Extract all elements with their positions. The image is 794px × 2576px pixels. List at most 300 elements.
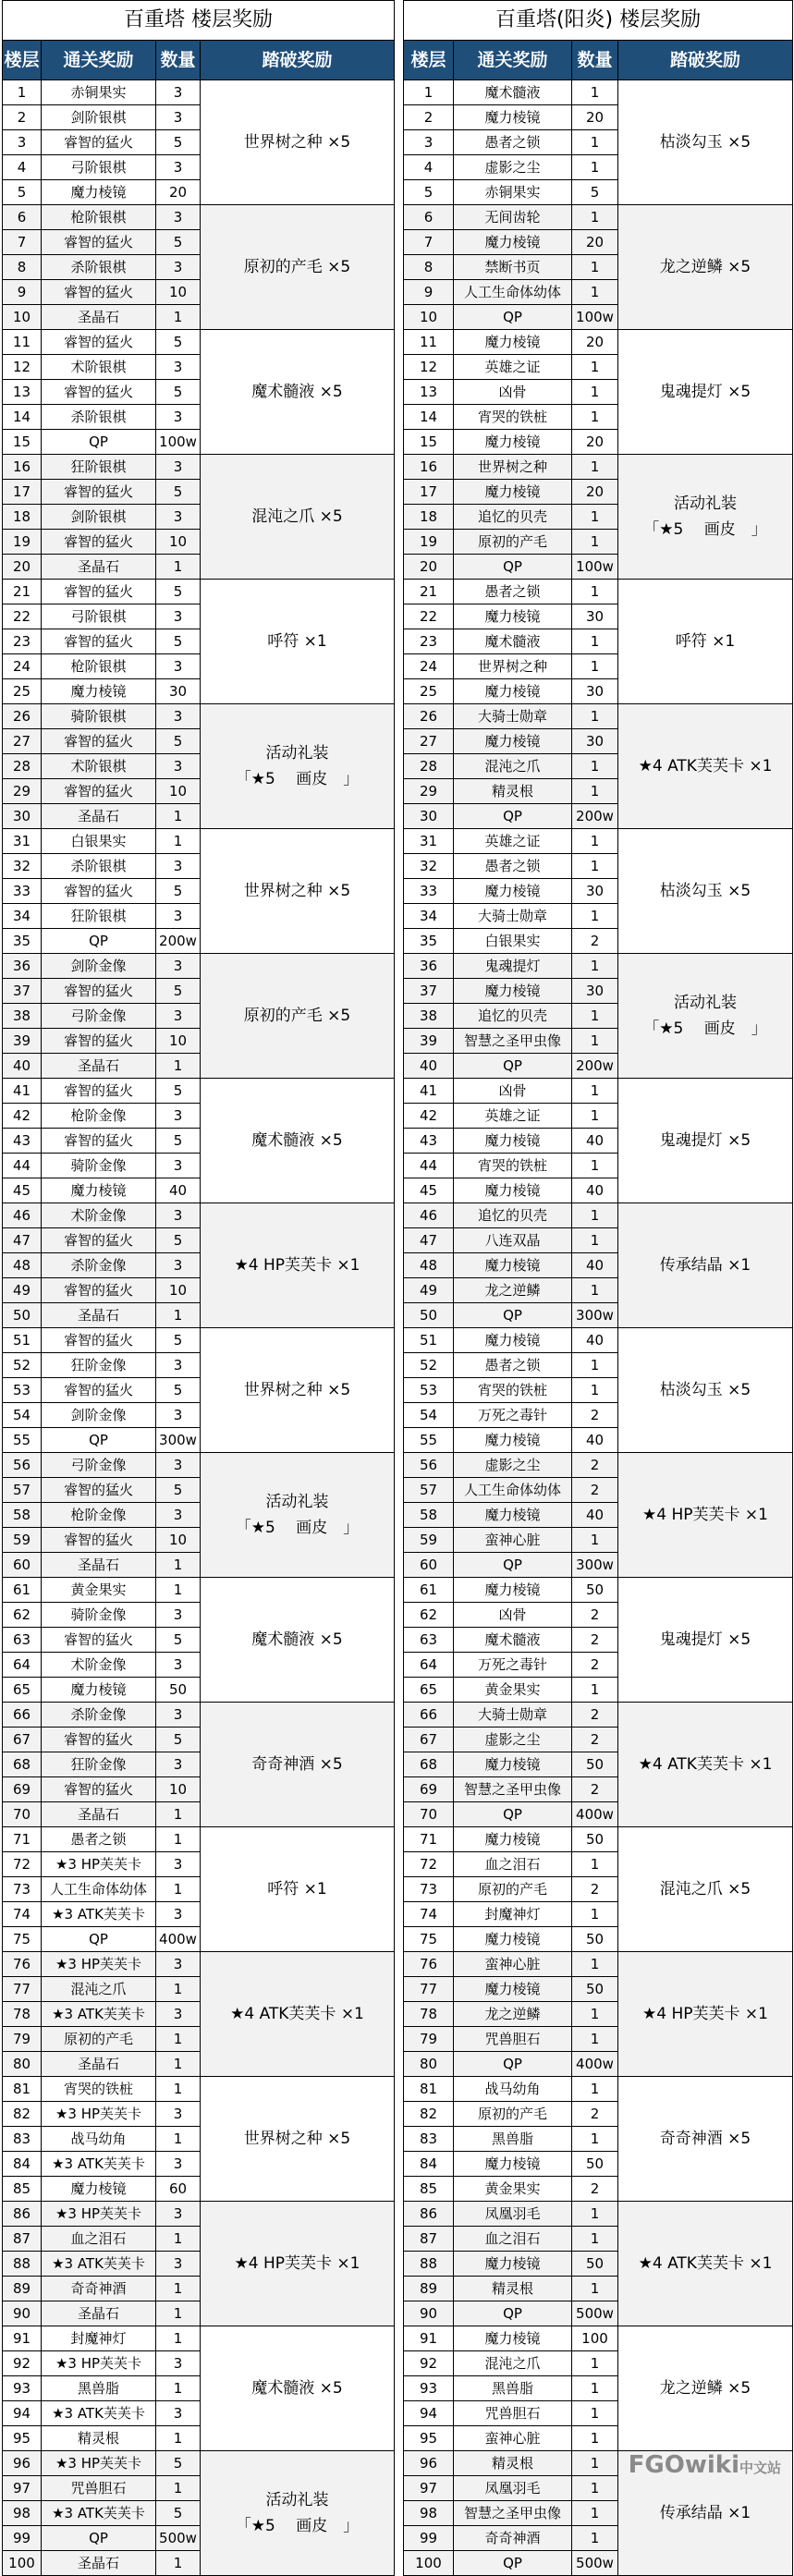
quantity-cell: 1 bbox=[572, 1852, 618, 1877]
milestone-reward-line: 世界树之种 ×5 bbox=[243, 1381, 351, 1399]
floor-cell: 78 bbox=[3, 2002, 42, 2027]
clear-reward-cell: 睿智的猛火 bbox=[42, 130, 156, 155]
clear-reward-cell: 魔力棱镜 bbox=[454, 1752, 572, 1777]
clear-reward-cell: 混沌之爪 bbox=[454, 2351, 572, 2376]
floor-cell: 92 bbox=[3, 2351, 42, 2376]
clear-reward-cell: 睿智的猛火 bbox=[42, 330, 156, 355]
floor-cell: 55 bbox=[3, 1428, 42, 1453]
clear-reward-cell: 奇奇神酒 bbox=[42, 2277, 156, 2301]
clear-reward-cell: 大骑士勋章 bbox=[454, 704, 572, 729]
floor-cell: 70 bbox=[404, 1802, 454, 1827]
quantity-cell: 2 bbox=[572, 1403, 618, 1428]
clear-reward-cell: 杀阶金像 bbox=[42, 1703, 156, 1728]
quantity-cell: 40 bbox=[572, 1178, 618, 1203]
floor-cell: 38 bbox=[3, 1004, 42, 1029]
clear-reward-cell: 愚者之锁 bbox=[42, 1827, 156, 1852]
clear-reward-cell: 愚者之锁 bbox=[454, 854, 572, 879]
milestone-reward-line: 活动礼装 bbox=[265, 1493, 329, 1511]
quantity-cell: 60 bbox=[156, 2177, 201, 2202]
table-row bbox=[404, 580, 793, 604]
milestone-reward-line: 枯淡勾玉 ×5 bbox=[659, 1381, 751, 1399]
quantity-cell: 1 bbox=[156, 2376, 201, 2401]
quantity-cell: 5 bbox=[156, 879, 201, 904]
quantity-cell: 1 bbox=[572, 130, 618, 155]
quantity-cell: 3 bbox=[156, 155, 201, 180]
floor-cell: 65 bbox=[3, 1678, 42, 1703]
floor-cell: 54 bbox=[3, 1403, 42, 1428]
quantity-cell: 3 bbox=[156, 505, 201, 530]
floor-cell: 44 bbox=[3, 1154, 42, 1178]
floor-cell: 5 bbox=[3, 180, 42, 205]
clear-reward-cell: 圣晶石 bbox=[42, 1802, 156, 1827]
milestone-reward-line: 奇奇神酒 ×5 bbox=[659, 2130, 751, 2148]
quantity-cell: 1 bbox=[572, 2277, 618, 2301]
table-row bbox=[3, 2077, 395, 2102]
milestone-reward-cell bbox=[201, 80, 395, 205]
floor-cell: 49 bbox=[3, 1278, 42, 1303]
clear-reward-cell: 杀阶银棋 bbox=[42, 405, 156, 430]
milestone-reward-line: 龙之逆鳞 ×5 bbox=[659, 258, 751, 276]
floor-cell: 5 bbox=[404, 180, 454, 205]
quantity-cell: 5 bbox=[156, 2451, 201, 2476]
quantity-cell: 1 bbox=[572, 904, 618, 929]
floor-cell: 44 bbox=[404, 1154, 454, 1178]
clear-reward-cell: ★3 HP芙芙卡 bbox=[42, 2451, 156, 2476]
quantity-cell: 50 bbox=[572, 1927, 618, 1952]
milestone-reward-cell bbox=[201, 829, 395, 954]
clear-reward-cell: 黑兽脂 bbox=[454, 2376, 572, 2401]
floor-cell: 20 bbox=[404, 555, 454, 580]
clear-reward-cell: 原初的产毛 bbox=[454, 1877, 572, 1902]
milestone-reward-cell bbox=[201, 1578, 395, 1703]
clear-reward-cell: 原初的产毛 bbox=[454, 530, 572, 555]
table-row bbox=[404, 1328, 793, 1353]
quantity-cell: 2 bbox=[572, 1603, 618, 1628]
quantity-cell: 40 bbox=[572, 1503, 618, 1528]
floor-cell: 33 bbox=[404, 879, 454, 904]
milestone-reward-line: 「★5 画皮 」 bbox=[235, 2517, 360, 2535]
floor-cell: 89 bbox=[3, 2277, 42, 2301]
clear-reward-cell: 宵哭的铁桩 bbox=[454, 1378, 572, 1403]
clear-reward-cell: QP bbox=[42, 1428, 156, 1453]
floor-cell: 19 bbox=[3, 530, 42, 555]
table-row bbox=[404, 455, 793, 480]
clear-reward-cell: 魔力棱镜 bbox=[454, 1253, 572, 1278]
quantity-cell: 1 bbox=[156, 1578, 201, 1603]
floor-cell: 71 bbox=[404, 1827, 454, 1852]
clear-reward-cell: 睿智的猛火 bbox=[42, 1228, 156, 1253]
milestone-reward-line: 活动礼装 bbox=[265, 2491, 329, 2509]
floor-cell: 24 bbox=[404, 654, 454, 679]
floor-cell: 12 bbox=[3, 355, 42, 380]
floor-cell: 28 bbox=[3, 754, 42, 779]
floor-cell: 66 bbox=[3, 1703, 42, 1728]
clear-reward-cell: 蛮神心脏 bbox=[454, 1952, 572, 1977]
quantity-cell: 300w bbox=[572, 1303, 618, 1328]
quantity-cell: 1 bbox=[156, 2551, 201, 2576]
clear-reward-cell: ★3 HP芙芙卡 bbox=[42, 1952, 156, 1977]
floor-cell: 48 bbox=[3, 1253, 42, 1278]
floor-cell: 49 bbox=[404, 1278, 454, 1303]
floor-cell: 18 bbox=[3, 505, 42, 530]
clear-reward-cell: ★3 ATK芙芙卡 bbox=[42, 2501, 156, 2526]
clear-reward-cell: 愚者之锁 bbox=[454, 130, 572, 155]
clear-reward-cell: QP bbox=[454, 555, 572, 580]
floor-cell: 56 bbox=[404, 1453, 454, 1478]
right-reward-table-container bbox=[403, 0, 793, 2576]
milestone-reward-line: 呼符 ×1 bbox=[267, 632, 327, 651]
table-row bbox=[3, 1328, 395, 1353]
clear-reward-cell: 睿智的猛火 bbox=[42, 280, 156, 305]
floor-cell: 41 bbox=[3, 1079, 42, 1104]
milestone-reward-line: 活动礼装 bbox=[265, 744, 329, 763]
milestone-reward-cell bbox=[618, 829, 793, 954]
floor-cell: 46 bbox=[3, 1203, 42, 1228]
milestone-reward-line: 呼符 ×1 bbox=[675, 632, 736, 651]
clear-reward-cell: QP bbox=[454, 1802, 572, 1827]
quantity-cell: 1 bbox=[572, 1079, 618, 1104]
left-reward-table bbox=[2, 0, 395, 2576]
floor-cell: 8 bbox=[3, 255, 42, 280]
clear-reward-cell: 睿智的猛火 bbox=[42, 1079, 156, 1104]
quantity-cell: 2 bbox=[572, 1728, 618, 1752]
quantity-cell: 400w bbox=[572, 2052, 618, 2077]
clear-reward-cell: 魔力棱镜 bbox=[454, 604, 572, 629]
quantity-cell: 1 bbox=[572, 1353, 618, 1378]
clear-reward-cell: 剑阶银棋 bbox=[42, 105, 156, 130]
quantity-cell: 1 bbox=[572, 1029, 618, 1054]
clear-reward-cell: 魔力棱镜 bbox=[454, 979, 572, 1004]
clear-reward-cell: QP bbox=[454, 2551, 572, 2576]
quantity-cell: 1 bbox=[572, 1203, 618, 1228]
quantity-cell: 30 bbox=[572, 679, 618, 704]
quantity-cell: 20 bbox=[572, 230, 618, 255]
floor-cell: 45 bbox=[3, 1178, 42, 1203]
milestone-reward-cell bbox=[201, 1952, 395, 2077]
floor-cell: 1 bbox=[404, 80, 454, 105]
milestone-reward-cell bbox=[201, 2202, 395, 2326]
clear-reward-cell: 英雄之证 bbox=[454, 1104, 572, 1129]
floor-cell: 21 bbox=[3, 580, 42, 604]
quantity-cell: 1 bbox=[572, 704, 618, 729]
floor-cell: 65 bbox=[404, 1678, 454, 1703]
quantity-cell: 20 bbox=[156, 180, 201, 205]
floor-cell: 68 bbox=[3, 1752, 42, 1777]
clear-reward-cell: 睿智的猛火 bbox=[42, 1129, 156, 1154]
quantity-cell: 1 bbox=[572, 654, 618, 679]
floor-cell: 73 bbox=[404, 1877, 454, 1902]
col-header-clear-reward: 通关奖励 bbox=[454, 41, 572, 80]
floor-cell: 77 bbox=[3, 1977, 42, 2002]
milestone-reward-line: 「★5 画皮 」 bbox=[643, 520, 767, 539]
quantity-cell: 3 bbox=[156, 2401, 201, 2426]
clear-reward-cell: ★3 ATK芙芙卡 bbox=[42, 2401, 156, 2426]
quantity-cell: 1 bbox=[156, 1802, 201, 1827]
clear-reward-cell: 枪阶金像 bbox=[42, 1104, 156, 1129]
clear-reward-cell: 魔力棱镜 bbox=[454, 1578, 572, 1603]
quantity-cell: 40 bbox=[572, 1129, 618, 1154]
clear-reward-cell: 杀阶金像 bbox=[42, 1253, 156, 1278]
left-table-body bbox=[3, 80, 395, 2576]
quantity-cell: 1 bbox=[572, 2127, 618, 2152]
quantity-cell: 3 bbox=[156, 954, 201, 979]
quantity-cell: 5 bbox=[156, 1378, 201, 1403]
floor-cell: 92 bbox=[404, 2351, 454, 2376]
clear-reward-cell: 咒兽胆石 bbox=[42, 2476, 156, 2501]
floor-cell: 79 bbox=[3, 2027, 42, 2052]
floor-cell: 83 bbox=[404, 2127, 454, 2152]
floor-cell: 75 bbox=[3, 1927, 42, 1952]
milestone-reward-cell bbox=[618, 1952, 793, 2077]
quantity-cell: 3 bbox=[156, 1902, 201, 1927]
clear-reward-cell: 狂阶银棋 bbox=[42, 904, 156, 929]
milestone-reward-cell bbox=[618, 205, 793, 330]
clear-reward-cell: QP bbox=[454, 305, 572, 330]
floor-cell: 97 bbox=[3, 2476, 42, 2501]
floor-cell: 42 bbox=[404, 1104, 454, 1129]
milestone-reward-cell bbox=[618, 330, 793, 455]
quantity-cell: 3 bbox=[156, 1403, 201, 1428]
clear-reward-cell: ★3 HP芙芙卡 bbox=[42, 2202, 156, 2227]
floor-cell: 79 bbox=[404, 2027, 454, 2052]
quantity-cell: 1 bbox=[156, 1303, 201, 1328]
quantity-cell: 2 bbox=[572, 1478, 618, 1503]
clear-reward-cell: 魔力棱镜 bbox=[454, 1827, 572, 1852]
clear-reward-cell: 睿智的猛火 bbox=[42, 1029, 156, 1054]
quantity-cell: 1 bbox=[572, 2376, 618, 2401]
clear-reward-cell: 睿智的猛火 bbox=[42, 1328, 156, 1353]
clear-reward-cell: 狂阶银棋 bbox=[42, 455, 156, 480]
quantity-cell: 30 bbox=[572, 729, 618, 754]
milestone-reward-line: 传承结晶 ×1 bbox=[659, 1256, 751, 1275]
clear-reward-cell: QP bbox=[454, 2301, 572, 2326]
clear-reward-cell: 八连双晶 bbox=[454, 1228, 572, 1253]
quantity-cell: 200w bbox=[156, 929, 201, 954]
quantity-cell: 3 bbox=[156, 1852, 201, 1877]
quantity-cell: 30 bbox=[156, 679, 201, 704]
clear-reward-cell: 睿智的猛火 bbox=[42, 480, 156, 505]
quantity-cell: 1 bbox=[572, 505, 618, 530]
quantity-cell: 2 bbox=[572, 929, 618, 954]
floor-cell: 25 bbox=[3, 679, 42, 704]
floor-cell: 13 bbox=[3, 380, 42, 405]
milestone-reward-line: ★4 ATK芙芙卡 ×1 bbox=[638, 1755, 773, 1774]
floor-cell: 61 bbox=[3, 1578, 42, 1603]
quantity-cell: 3 bbox=[156, 1104, 201, 1129]
milestone-reward-cell bbox=[201, 1328, 395, 1453]
milestone-reward-cell bbox=[618, 1827, 793, 1952]
col-header-quantity: 数量 bbox=[572, 41, 618, 80]
floor-cell: 39 bbox=[3, 1029, 42, 1054]
floor-cell: 9 bbox=[404, 280, 454, 305]
quantity-cell: 1 bbox=[572, 2351, 618, 2376]
quantity-cell: 2 bbox=[572, 1653, 618, 1678]
quantity-cell: 30 bbox=[572, 604, 618, 629]
milestone-reward-line: 原初的产毛 ×5 bbox=[243, 258, 351, 276]
quantity-cell: 1 bbox=[572, 1378, 618, 1403]
floor-cell: 15 bbox=[3, 430, 42, 455]
floor-cell: 100 bbox=[404, 2551, 454, 2576]
floor-cell: 69 bbox=[404, 1777, 454, 1802]
quantity-cell: 5 bbox=[156, 1129, 201, 1154]
floor-cell: 24 bbox=[3, 654, 42, 679]
quantity-cell: 3 bbox=[156, 2152, 201, 2177]
clear-reward-cell: 人工生命体幼体 bbox=[42, 1877, 156, 1902]
clear-reward-cell: 魔力棱镜 bbox=[454, 330, 572, 355]
quantity-cell: 10 bbox=[156, 1029, 201, 1054]
floor-cell: 22 bbox=[3, 604, 42, 629]
quantity-cell: 400w bbox=[572, 1802, 618, 1827]
quantity-cell: 1 bbox=[572, 1528, 618, 1553]
quantity-cell: 20 bbox=[572, 480, 618, 505]
table-row bbox=[3, 80, 395, 105]
clear-reward-cell: 魔术髓液 bbox=[454, 1628, 572, 1653]
milestone-reward-cell bbox=[618, 2077, 793, 2202]
milestone-reward-line: 魔术髓液 ×5 bbox=[251, 383, 343, 401]
col-header-floor: 楼层 bbox=[404, 41, 454, 80]
floor-cell: 89 bbox=[404, 2277, 454, 2301]
clear-reward-cell: 魔力棱镜 bbox=[454, 1977, 572, 2002]
floor-cell: 60 bbox=[3, 1553, 42, 1578]
clear-reward-cell: 智慧之圣甲虫像 bbox=[454, 1029, 572, 1054]
quantity-cell: 1 bbox=[572, 530, 618, 555]
col-header-quantity: 数量 bbox=[156, 41, 201, 80]
quantity-cell: 1 bbox=[156, 2227, 201, 2252]
quantity-cell: 3 bbox=[156, 1952, 201, 1977]
clear-reward-cell: 魔术髓液 bbox=[454, 80, 572, 105]
quantity-cell: 1 bbox=[156, 2052, 201, 2077]
quantity-cell: 1 bbox=[572, 155, 618, 180]
quantity-cell: 3 bbox=[156, 1004, 201, 1029]
clear-reward-cell: 魔力棱镜 bbox=[454, 1178, 572, 1203]
quantity-cell: 40 bbox=[572, 1328, 618, 1353]
floor-cell: 6 bbox=[3, 205, 42, 230]
table-row bbox=[404, 1578, 793, 1603]
clear-reward-cell: 魔力棱镜 bbox=[42, 1178, 156, 1203]
clear-reward-cell: 蛮神心脏 bbox=[454, 2426, 572, 2451]
quantity-cell: 1 bbox=[572, 355, 618, 380]
clear-reward-cell: 虚影之尘 bbox=[454, 1728, 572, 1752]
floor-cell: 48 bbox=[404, 1253, 454, 1278]
milestone-reward-line: 世界树之种 ×5 bbox=[243, 2130, 351, 2148]
table-row bbox=[3, 205, 395, 230]
floor-cell: 45 bbox=[404, 1178, 454, 1203]
floor-cell: 2 bbox=[3, 105, 42, 130]
quantity-cell: 1 bbox=[572, 1952, 618, 1977]
clear-reward-cell: 魔力棱镜 bbox=[454, 679, 572, 704]
clear-reward-cell: 睿智的猛火 bbox=[42, 1378, 156, 1403]
clear-reward-cell: 睿智的猛火 bbox=[42, 1528, 156, 1553]
floor-cell: 37 bbox=[404, 979, 454, 1004]
clear-reward-cell: 术阶金像 bbox=[42, 1203, 156, 1228]
quantity-cell: 20 bbox=[572, 430, 618, 455]
clear-reward-cell: 弓阶银棋 bbox=[42, 155, 156, 180]
quantity-cell: 1 bbox=[572, 854, 618, 879]
floor-cell: 50 bbox=[404, 1303, 454, 1328]
milestone-reward-line: 传承结晶 ×1 bbox=[659, 2504, 751, 2522]
clear-reward-cell: 骑阶金像 bbox=[42, 1154, 156, 1178]
clear-reward-cell: 弓阶金像 bbox=[42, 1453, 156, 1478]
quantity-cell: 3 bbox=[156, 355, 201, 380]
floor-cell: 69 bbox=[3, 1777, 42, 1802]
quantity-cell: 1 bbox=[156, 2077, 201, 2102]
clear-reward-cell: ★3 HP芙芙卡 bbox=[42, 2351, 156, 2376]
quantity-cell: 1 bbox=[572, 255, 618, 280]
quantity-cell: 40 bbox=[156, 1178, 201, 1203]
milestone-reward-cell bbox=[201, 455, 395, 580]
clear-reward-cell: 咒兽胆石 bbox=[454, 2027, 572, 2052]
quantity-cell: 3 bbox=[156, 405, 201, 430]
floor-cell: 27 bbox=[404, 729, 454, 754]
floor-cell: 3 bbox=[404, 130, 454, 155]
floor-cell: 2 bbox=[404, 105, 454, 130]
floor-cell: 40 bbox=[3, 1054, 42, 1079]
clear-reward-cell: 魔力棱镜 bbox=[454, 2252, 572, 2277]
quantity-cell: 1 bbox=[572, 1154, 618, 1178]
floor-cell: 98 bbox=[3, 2501, 42, 2526]
floor-cell: 97 bbox=[404, 2476, 454, 2501]
milestone-reward-line: 「★5 画皮 」 bbox=[235, 770, 360, 788]
table-row bbox=[3, 1453, 395, 1478]
quantity-cell: 1 bbox=[156, 1553, 201, 1578]
clear-reward-cell: 凶骨 bbox=[454, 380, 572, 405]
clear-reward-cell: 追忆的贝壳 bbox=[454, 1203, 572, 1228]
left-reward-table-container bbox=[2, 0, 395, 2576]
floor-cell: 34 bbox=[404, 904, 454, 929]
floor-cell: 99 bbox=[404, 2526, 454, 2551]
floor-cell: 11 bbox=[3, 330, 42, 355]
clear-reward-cell: 魔力棱镜 bbox=[42, 1678, 156, 1703]
quantity-cell: 5 bbox=[156, 1728, 201, 1752]
milestone-reward-cell bbox=[201, 1827, 395, 1952]
quantity-cell: 1 bbox=[572, 405, 618, 430]
floor-cell: 75 bbox=[404, 1927, 454, 1952]
clear-reward-cell: 万死之毒针 bbox=[454, 1653, 572, 1678]
floor-cell: 16 bbox=[404, 455, 454, 480]
floor-cell: 88 bbox=[3, 2252, 42, 2277]
floor-cell: 14 bbox=[3, 405, 42, 430]
quantity-cell: 1 bbox=[572, 1278, 618, 1303]
clear-reward-cell: 追忆的贝壳 bbox=[454, 1004, 572, 1029]
quantity-cell: 3 bbox=[156, 1453, 201, 1478]
clear-reward-cell: 凤凰羽毛 bbox=[454, 2476, 572, 2501]
clear-reward-cell: 骑阶金像 bbox=[42, 1603, 156, 1628]
floor-cell: 46 bbox=[404, 1203, 454, 1228]
floor-cell: 88 bbox=[404, 2252, 454, 2277]
floor-cell: 96 bbox=[3, 2451, 42, 2476]
clear-reward-cell: 宵哭的铁桩 bbox=[454, 1154, 572, 1178]
quantity-cell: 1 bbox=[156, 829, 201, 854]
quantity-cell: 50 bbox=[572, 2252, 618, 2277]
floor-cell: 38 bbox=[404, 1004, 454, 1029]
milestone-reward-cell bbox=[201, 580, 395, 704]
clear-reward-cell: 战马幼角 bbox=[454, 2077, 572, 2102]
quantity-cell: 100 bbox=[572, 2326, 618, 2351]
milestone-reward-cell bbox=[618, 580, 793, 704]
clear-reward-cell: 狂阶金像 bbox=[42, 1752, 156, 1777]
quantity-cell: 3 bbox=[156, 1353, 201, 1378]
table-row bbox=[404, 829, 793, 854]
milestone-reward-cell bbox=[618, 1328, 793, 1453]
floor-cell: 32 bbox=[3, 854, 42, 879]
floor-cell: 98 bbox=[404, 2501, 454, 2526]
clear-reward-cell: 魔术髓液 bbox=[454, 629, 572, 654]
milestone-reward-cell bbox=[201, 2077, 395, 2202]
floor-cell: 96 bbox=[404, 2451, 454, 2476]
clear-reward-cell: 凶骨 bbox=[454, 1603, 572, 1628]
quantity-cell: 2 bbox=[572, 1777, 618, 1802]
floor-cell: 28 bbox=[404, 754, 454, 779]
